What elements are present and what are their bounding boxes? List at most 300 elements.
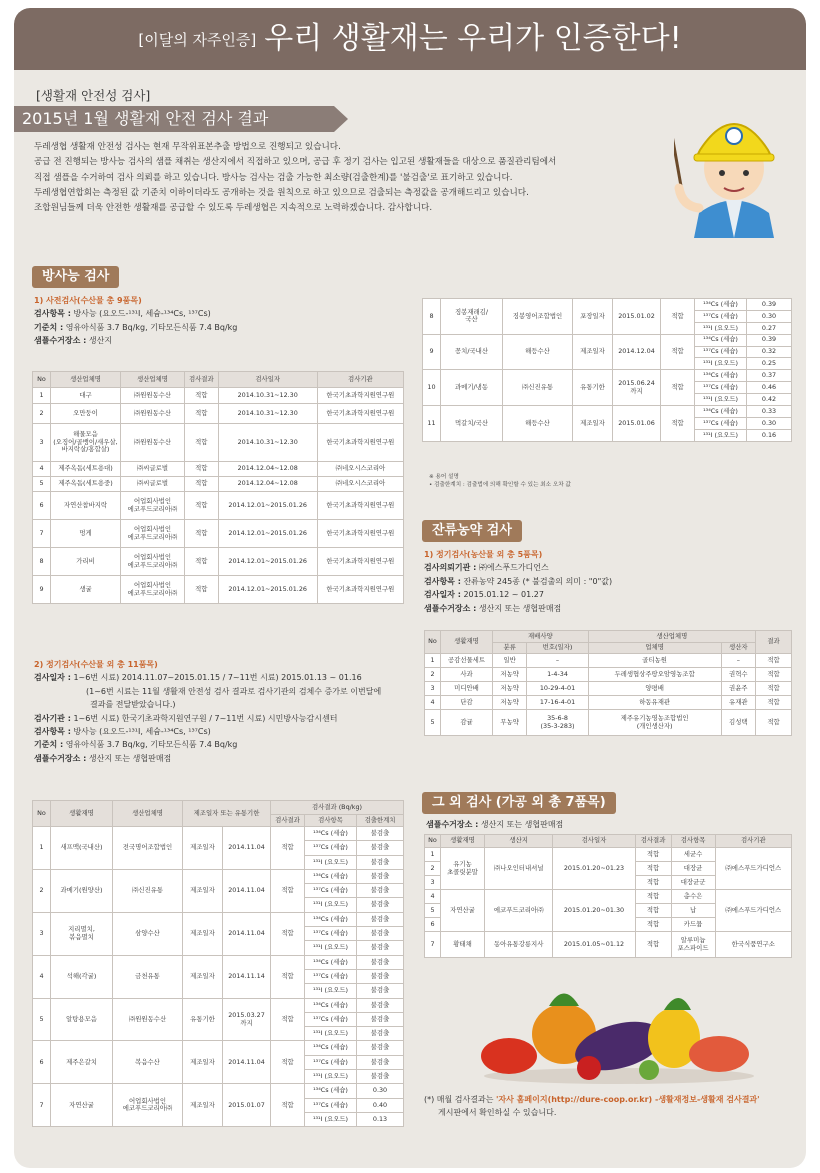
table-row [33,869,404,883]
column-header: 검사기관 [715,835,791,848]
table-cell: ¹³¹I (요오드) [695,358,747,370]
table-cell: 어업회사법인 에코푸드코리아㈜ [121,492,185,520]
regular-test-info [34,658,381,765]
table-cell: 2015.01.05~01.12 [553,932,635,958]
table-cell: 김성택 [721,710,755,736]
value: 2015.01.12 ~ 01.27 [463,590,544,600]
table-cell: 두레생협상주땅오암영농조합 [588,668,721,682]
table-cell: 오만둥이 [51,404,121,424]
table-row [425,631,792,643]
table-cell: ㈜나오인터내셔널 [485,848,553,890]
table-cell: ㈜원원동수산 [121,388,185,404]
table-cell: – [721,654,755,668]
table-cell: 적합 [635,862,671,876]
label: 검사기관 : [34,713,71,723]
label: 검사항목 : [34,727,71,737]
intro-line: 직접 샘플을 수거하여 검사 의뢰를 하고 있습니다. 방사능 검사는 검출 가능한 최소량(검출한계)를 '불검출'로 표기하고 있습니다. [34,172,513,183]
table-cell: 카드뮴 [671,918,715,932]
table-row [423,334,792,346]
table-cell: 대구 [51,388,121,404]
table-cell: 미디안배 [441,682,493,696]
table-cell: 불검출 [357,869,404,883]
table-cell: 세균수 [671,848,715,862]
table-cell: 제주옥돔(세트용중) [51,477,121,492]
pesticide-badge: 잔류농약 검사 [422,520,522,542]
footnote-pre: (*) 매월 검사결과는 [424,1095,496,1104]
table-cell: – [527,654,588,668]
note-text: • 검출한계치 : 검출법에 의해 확인할 수 있는 최소 오차 값 [429,482,571,488]
column-header: 생활재명 [441,835,485,848]
header-banner [14,8,806,70]
table-cell: 대장균 [671,862,715,876]
table-cell: ¹³¹I (요오드) [305,941,357,955]
table-cell: 과메기(원양산) [51,869,113,912]
pest-heading: 1) 정기검사(농산물 외 총 5품목) [424,550,543,559]
intro-text [34,140,644,216]
table-cell: 과메기/냉동 [441,370,503,406]
intro-line: 두레생협연합회는 측정된 값 기준치 이하이더라도 공개하는 것을 원칙으로 하고 있으므로 검출되는 측정값을 공개해드리고 있습니다. [34,187,529,198]
table-cell: 불검출 [357,998,404,1012]
table-cell: 제조일자 [183,827,223,870]
table-cell: ¹³⁷Cs (세슘) [305,841,357,855]
table-row [33,477,404,492]
table-cell: 한국기초과학지원연구원 [317,548,403,576]
table-cell: 2014.10.31~12.30 [218,404,317,424]
table-cell: 0.30 [357,1084,404,1098]
table-cell: ㈜신진유통 [113,869,183,912]
table-cell: 제조일자 [183,912,223,955]
value: 방사능 (요오드-¹³¹I, 세슘-¹³⁴Cs, ¹³⁷Cs) [73,309,211,319]
table-cell: 적합 [661,370,695,406]
column-header: No [425,835,441,848]
table-cell: 불검출 [357,841,404,855]
table-cell: 한국기초과학지원연구원 [317,404,403,424]
table-row [33,388,404,404]
table-cell: 17-16-4-01 [527,696,588,710]
column-header: 생활재명 [441,631,493,654]
table-cell: 에코푸드코리아㈜ [485,890,553,932]
column-header: 생산자 [721,643,755,654]
table-cell: 5 [33,998,51,1041]
table-cell: 적합 [756,668,792,682]
table-cell: 한국기초과학지원연구원 [317,492,403,520]
table-cell: 감귤 [441,710,493,736]
table-cell: 한국기초과학지원연구원 [317,424,403,462]
table-cell: 권윤주 [721,682,755,696]
table-cell: ㈜네오시스코리아 [317,477,403,492]
pre-test-table [32,371,404,604]
table-row [425,835,792,848]
table-cell: 11 [423,406,441,442]
table-cell: 9 [33,576,51,604]
table-row [33,801,404,815]
table-cell: 불검출 [357,912,404,926]
table-cell: 적합 [271,1041,305,1084]
table-cell: 0.33 [747,406,792,418]
page [14,8,806,1168]
value: 잔류농약 245종 (* 불검출의 의미 : "0"값) [463,576,613,586]
table-row [425,848,792,862]
table-cell: 2015.01.06 [613,406,661,442]
column-header: 검사일자 [553,835,635,848]
column-header: 재배사양 [493,631,589,643]
table-row [423,299,792,311]
value: 영유아식품 3.7 Bq/kg, 기타모든식품 7.4 Bq/kg [65,322,238,332]
label: 검사일자 : [424,590,461,600]
table-cell: ¹³¹I (요오드) [695,429,747,441]
value: ㈜에스푸드가디언스 [478,563,549,573]
table-cell: ¹³⁷Cs (세슘) [305,1012,357,1026]
table-cell: ㈜원원동수산 [121,424,185,462]
label: 기준치 : [34,740,64,750]
table-cell: ¹³⁷Cs (세슘) [305,1098,357,1112]
table-cell: 먹갈치/국산 [441,406,503,442]
table-cell: 1 [33,827,51,870]
column-header: 분류 [493,643,527,654]
table-cell: 2015.01.07 [223,1084,271,1127]
table-row [33,1084,404,1098]
column-header: 생산업체명 [121,372,185,388]
table-cell: 0.32 [747,346,792,358]
label: 검사일자 : [34,673,71,683]
table-cell: 4 [33,955,51,998]
vegetables-illustration [469,976,769,1084]
table-cell: 동아유통강릉지사 [485,932,553,958]
table-cell: ¹³⁴Cs (세슘) [305,955,357,969]
table-cell: ¹³⁷Cs (세슘) [695,310,747,322]
table-cell: 적합 [271,998,305,1041]
table-cell: 2014.12.01~2015.01.26 [218,548,317,576]
table-cell: 일반 [493,654,527,668]
table-cell: ¹³¹I (요오드) [305,898,357,912]
label: 기준치 : [34,322,64,332]
table-row [33,1041,404,1055]
table-cell: 불검출 [357,1012,404,1026]
table-cell: 징봉영어조합법인 [503,299,573,335]
table-cell: 어업회사법인 에코푸드코리아㈜ [113,1084,183,1127]
regular-test-table-a [32,800,404,1127]
value: 방사능 (요오드-¹³¹I, 세슘-¹³⁴Cs, ¹³⁷Cs) [73,727,211,737]
table-row [425,654,792,668]
table-cell: 불검출 [357,1041,404,1055]
table-row [33,827,404,841]
table-cell: 납 [671,904,715,918]
table-cell: 4 [425,696,441,710]
table-cell: ¹³¹I (요오드) [305,855,357,869]
table-cell: 알루미늄 포스파이드 [671,932,715,958]
table-cell: 적합 [271,869,305,912]
table-cell: 총수은 [671,890,715,904]
table-row [425,668,792,682]
label: 검사의뢰기관 : [424,563,477,573]
table-cell: 1-4-34 [527,668,588,682]
note: 결과를 전달받았습니다.) [90,700,176,710]
table-cell: 생굴 [51,576,121,604]
table-cell: 10 [423,370,441,406]
table-cell: 9 [423,334,441,370]
table-cell: ¹³⁷Cs (세슘) [305,927,357,941]
table-cell: 해등수산 [503,406,573,442]
table-cell: 적합 [635,890,671,904]
table-cell: 적합 [661,406,695,442]
table-cell: 불검출 [357,955,404,969]
table-cell: 지리멸치, 볶음멸치 [51,912,113,955]
table-cell: 0.16 [747,429,792,441]
table-cell: ¹³⁴Cs (세슘) [305,998,357,1012]
column-header: 검사결과 [184,372,218,388]
table-cell: 2014.11.04 [223,912,271,955]
column-header: 검사기관 [317,372,403,388]
value: 1~6번 시료) 2014.11.07~2015.01.15 / 7~11번 시료) 2015.01.13 ~ 01.16 [73,673,362,683]
table-cell: 불검출 [357,1070,404,1084]
table-cell: 해물모음 (오징어/골뱅이/새우살, 바지락살/홍합살) [51,424,121,462]
table-cell: 적합 [271,827,305,870]
table-cell: 4 [33,462,51,477]
table-cell: ¹³¹I (요오드) [305,984,357,998]
table-cell: 1 [425,654,441,668]
table-cell: ㈜원원동수산 [113,998,183,1041]
table-cell: 금천유통 [113,955,183,998]
table-cell: 0.40 [357,1098,404,1112]
table-cell: 하동유재관 [588,696,721,710]
table-row [425,682,792,696]
table-cell: 2015.01.20~01.30 [553,890,635,932]
table-cell: 2014.11.14 [223,955,271,998]
column-header: No [33,801,51,827]
table-cell: ¹³⁴Cs (세슘) [305,1041,357,1055]
note-title: ※ 용어 설명 [429,474,459,480]
table-cell: 3 [425,876,441,890]
table-cell: 2 [33,869,51,912]
table-cell: 0.25 [747,358,792,370]
table-cell: ¹³⁷Cs (세슘) [305,884,357,898]
table-cell: 0.30 [747,417,792,429]
column-header: 번호(일자) [527,643,588,654]
table-cell: 제주은갈치 [51,1041,113,1084]
table-cell: 유통기한 [573,370,613,406]
table-cell: 어업회사법인 에코푸드코리아㈜ [121,548,185,576]
table-cell: 0.39 [747,334,792,346]
table-cell: 제조일자 [183,1041,223,1084]
table-cell: 0.37 [747,370,792,382]
table-cell: ¹³⁴Cs (세슘) [305,1084,357,1098]
table-cell: 석해(각굴) [51,955,113,998]
table-cell: 포장일자 [573,299,613,335]
table-cell: ㈜원원동수산 [121,404,185,424]
column-header: 검사결과 [271,815,305,827]
table-cell: 골티농원 [588,654,721,668]
mascot-inspector-illustration [674,88,794,238]
column-header: 생산업체명 [588,631,755,643]
table-cell: 가리비 [51,548,121,576]
table-cell: 한국기초과학지원연구원 [317,388,403,404]
other-test-table [424,834,792,958]
table-cell: 0.13 [357,1112,404,1126]
table-cell: 어업회사법인 에코푸드코리아㈜ [121,520,185,548]
table-cell: ¹³⁴Cs (세슘) [695,370,747,382]
term-note [429,473,571,489]
table-cell: 2015.06.24 까지 [613,370,661,406]
table-cell: 제주옥돔(세트용대) [51,462,121,477]
column-header: 생활재명 [51,801,113,827]
radiation-badge: 방사능 검사 [32,266,119,288]
table-cell: 적합 [756,696,792,710]
intro-line: 두레생협 생활재 안전성 검사는 현재 무작위표본추출 방법으로 진행되고 있습니다. [34,142,341,152]
value: 생산지 또는 생협판매점 [478,603,562,613]
table-row [425,932,792,958]
column-header: 제조일자 또는 유통기한 [183,801,271,827]
table-cell: 적합 [635,848,671,862]
table-cell: 6 [425,918,441,932]
table-cell: ¹³⁷Cs (세슘) [305,1055,357,1069]
value: 생산지 [88,336,113,346]
column-header: 생산업체명 [113,801,183,827]
table-row [423,370,792,382]
table-cell: 적합 [661,299,695,335]
table-cell: 2014.11.04 [223,1041,271,1084]
table-cell: 해등수산 [503,334,573,370]
table-cell: 5 [425,904,441,918]
footnote [424,1093,794,1119]
table-cell: 2014.10.31~12.30 [218,388,317,404]
table-cell: 5 [33,477,51,492]
table-cell: 한국기초과학지원연구원 [317,576,403,604]
table-cell: ¹³¹I (요오드) [305,1027,357,1041]
table-row [33,912,404,926]
table-row [423,406,792,418]
table-cell: 적합 [184,462,218,477]
table-cell: 유기농 초콜릿분말 [441,848,485,890]
label: 검사항목 : [34,309,71,319]
table-cell: 불검출 [357,898,404,912]
table-row [33,492,404,520]
table-cell: 적합 [271,955,305,998]
table-row [425,696,792,710]
table-cell: ¹³⁷Cs (세슘) [695,382,747,394]
table-cell: 적합 [184,477,218,492]
table-cell: 0.39 [747,299,792,311]
table-cell: 적합 [635,904,671,918]
table-cell: 1 [33,388,51,404]
table-cell: ¹³⁷Cs (세슘) [305,969,357,983]
label: 샘플수거장소 : [34,753,87,763]
table-row [33,462,404,477]
table-row [33,404,404,424]
table-cell: ¹³¹I (요오드) [695,394,747,406]
table-cell: ㈜신진유통 [503,370,573,406]
table-cell: 양평배 [588,682,721,696]
table-cell: 사과 [441,668,493,682]
table-cell: 2 [33,404,51,424]
table-cell: 삼양수산 [113,912,183,955]
table-cell: 2014.12.01~2015.01.26 [218,492,317,520]
table-cell: 불검출 [357,969,404,983]
intro-line: 공급 전 진행되는 방사능 검사의 샘플 채취는 생산지에서 직접하고 있으며, 공급 후 정기 검사는 입고된 생활재들을 대상으로 품질관리팀에서 [34,157,557,168]
table-cell: 6 [33,1041,51,1084]
table-cell: 적합 [184,388,218,404]
table-cell: ¹³⁴Cs (세슘) [305,869,357,883]
table-cell: 무농약 [493,710,527,736]
table-row [33,576,404,604]
value: 영유아식품 3.7 Bq/kg, 기타모든식품 7.4 Bq/kg [65,740,238,750]
homepage-link[interactable]: '자사 홈페이지(http://dure-coop.or.kr) -생활재정보-생활재 검사결과' [495,1095,760,1104]
header-title: 우리 생활재는 우리가 인증한다! [264,21,682,56]
table-cell: 불검출 [357,827,404,841]
table-cell: 불검출 [357,927,404,941]
table-cell: 불검출 [357,855,404,869]
table-cell: ¹³⁴Cs (세슘) [695,299,747,311]
table-cell: ¹³⁴Cs (세슘) [695,334,747,346]
table-row [33,372,404,388]
table-cell: 7 [33,520,51,548]
table-cell: 2015.01.02 [613,299,661,335]
table-cell: 적합 [184,520,218,548]
table-cell: 알탕용모음 [51,998,113,1041]
table-cell: ㈜에스푸드가디언스 [715,848,791,890]
table-cell: 적합 [184,404,218,424]
column-header: 검사항목 [671,835,715,848]
table-cell: ¹³⁴Cs (세슘) [695,406,747,418]
table-cell: 제조일자 [183,955,223,998]
table-cell: 멍게 [51,520,121,548]
table-cell: 대장균군 [671,876,715,890]
label: 샘플수거장소 : [426,820,479,829]
table-cell: 한국기초과학지원연구원 [317,520,403,548]
table-cell: 제조일자 [183,1084,223,1127]
table-cell: 적합 [184,492,218,520]
table-cell: 자연산굴 [51,1084,113,1127]
table-cell: 0.42 [747,394,792,406]
table-cell: ¹³⁴Cs (세슘) [305,912,357,926]
table-cell: 0.46 [747,382,792,394]
table-cell: ¹³¹I (요오드) [305,1112,357,1126]
table-cell: 제조일자 [573,406,613,442]
table-row [425,890,792,904]
table-cell: 2014.12.01~2015.01.26 [218,576,317,604]
table-cell: 꽁치/국내산 [441,334,503,370]
label: 샘플수거장소 : [34,336,87,346]
table-cell: 2 [425,862,441,876]
table-cell: 복음수산 [113,1041,183,1084]
table-cell: 공감선물세트 [441,654,493,668]
pre-heading: 1) 사전검사(수산물 총 9품목) [34,296,142,305]
table-cell: ¹³¹I (요오드) [305,1070,357,1084]
table-row [33,548,404,576]
table-cell: 적합 [271,1084,305,1127]
table-cell: 전국명어조합법인 [113,827,183,870]
table-cell: 2014.12.04~12.08 [218,477,317,492]
table-cell: 2014.11.04 [223,827,271,870]
table-cell: 저농약 [493,696,527,710]
column-header: 업체명 [588,643,721,654]
table-cell: 5 [425,710,441,736]
table-cell: 불검출 [357,984,404,998]
table-cell: ㈜씨글로벌 [121,462,185,477]
value: 생산지 또는 생협판매점 [88,753,172,763]
table-cell: 35-6-8 (35-3-283) [527,710,588,736]
table-cell: 10-29-4-01 [527,682,588,696]
pesticide-info [424,548,612,615]
table-cell: ¹³¹I (요오드) [695,322,747,334]
table-cell: 3 [425,682,441,696]
intro-line: 조합원님들께 더욱 안전한 생활재를 공급할 수 있도록 두레생협은 지속적으로 노력하겠습니다. 감사합니다. [34,203,433,214]
table-cell: 저농약 [493,682,527,696]
column-header: No [33,372,51,388]
table-cell: 0.30 [747,310,792,322]
table-cell: 불검출 [357,1055,404,1069]
table-cell: 유재관 [721,696,755,710]
table-cell: 어업회사법인 에코푸드코리아㈜ [121,576,185,604]
